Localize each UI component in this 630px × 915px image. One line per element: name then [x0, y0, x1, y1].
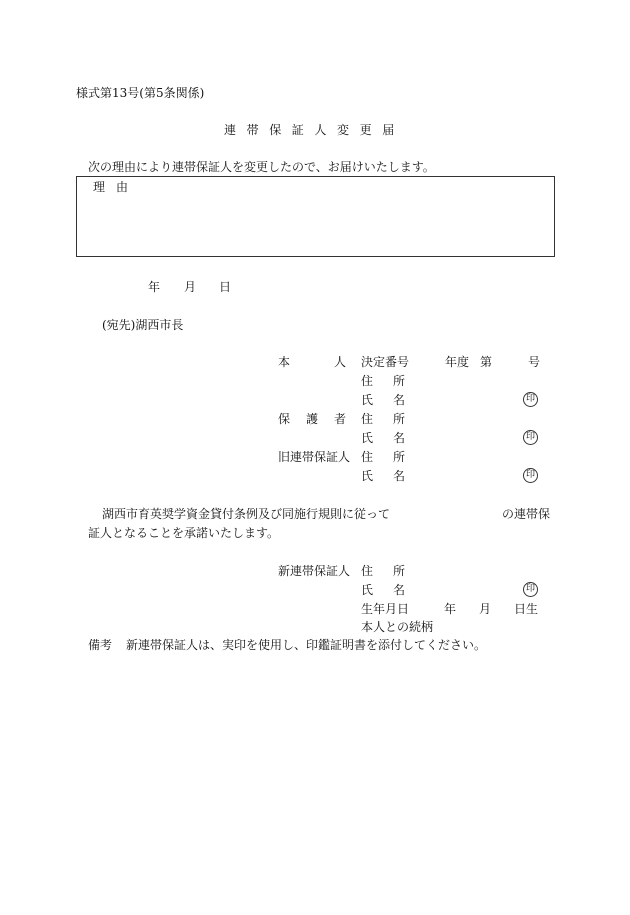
note-label: 備考: [88, 638, 113, 652]
label-char: 氏: [361, 393, 374, 407]
dai-label: 第: [480, 355, 493, 369]
birthdate-label: 生年月日: [361, 602, 410, 616]
old-guarantor-name-label: [361, 469, 405, 483]
label-char: 住: [361, 564, 374, 578]
old-guarantor-label: 旧連帯保証人: [278, 450, 351, 464]
label-char: 所: [392, 412, 405, 426]
label-char: 所: [392, 564, 405, 578]
label-char: 名: [392, 583, 405, 597]
relation-label: 本人との続柄: [361, 620, 434, 634]
reason-label: 理由: [93, 180, 140, 194]
label-char: 氏: [361, 583, 374, 597]
label-char: 氏: [361, 469, 374, 483]
seal-mark: 印: [523, 392, 538, 407]
label-char: 所: [392, 374, 405, 388]
consent-line-2: 証人となることを承諾いたします。: [88, 526, 280, 540]
label-char: 氏: [361, 431, 374, 445]
birth-month-label: 月: [479, 602, 492, 616]
seal-mark: 印: [523, 582, 538, 597]
label-char: 名: [392, 431, 405, 445]
note-text: 新連帯保証人は、実印を使用し、印鑑証明書を添付してください。: [126, 638, 487, 652]
honnin-address-label: [361, 374, 405, 388]
new-guarantor-label: 新連帯保証人: [278, 564, 351, 578]
guardian-label: [278, 412, 346, 426]
go-label: 号: [528, 355, 541, 369]
nendo-label: 年度: [445, 355, 470, 369]
label-char: 名: [392, 469, 405, 483]
seal-mark: 印: [523, 430, 538, 445]
guardian-label-char: 保: [278, 412, 291, 426]
seal-mark: 印: [523, 468, 538, 483]
form-number: 様式第13号(第5条関係): [76, 86, 205, 100]
note: [88, 638, 486, 652]
guardian-name-label: [361, 431, 405, 445]
date-month-label: 月: [184, 280, 197, 294]
honnin-label: [278, 355, 346, 369]
label-char: 住: [361, 412, 374, 426]
guardian-label-char: 者: [333, 412, 346, 426]
new-guarantor-address-label: [361, 564, 405, 578]
label-char: 住: [361, 374, 374, 388]
honnin-name-label: [361, 393, 405, 407]
reason-field[interactable]: [76, 176, 555, 257]
consent-line-1-end: の連帯保: [502, 507, 551, 521]
old-guarantor-address-label: [361, 450, 405, 464]
guardian-address-label: [361, 412, 405, 426]
label-char: 所: [392, 450, 405, 464]
decision-number-label: 決定番号: [361, 355, 410, 369]
birth-day-label: 日生: [514, 602, 539, 616]
document-title: 連帯保証人変更届: [224, 123, 405, 137]
date-day-label: 日: [219, 280, 232, 294]
birth-year-label: 年: [444, 602, 457, 616]
label-char: 住: [361, 450, 374, 464]
label-char: 名: [392, 393, 405, 407]
honnin-label-char: 本: [278, 355, 291, 369]
new-guarantor-name-label: [361, 583, 405, 597]
guardian-label-char: 護: [305, 412, 318, 426]
addressee: (宛先)湖西市長: [102, 318, 184, 332]
honnin-label-char: 人: [333, 355, 346, 369]
intro-text: 次の理由により連帯保証人を変更したので、お届けいたします。: [88, 160, 435, 174]
date-year-label: 年: [148, 280, 161, 294]
consent-line-1: 湖西市育英奨学資金貸付条例及び同施行規則に従って: [102, 507, 391, 521]
